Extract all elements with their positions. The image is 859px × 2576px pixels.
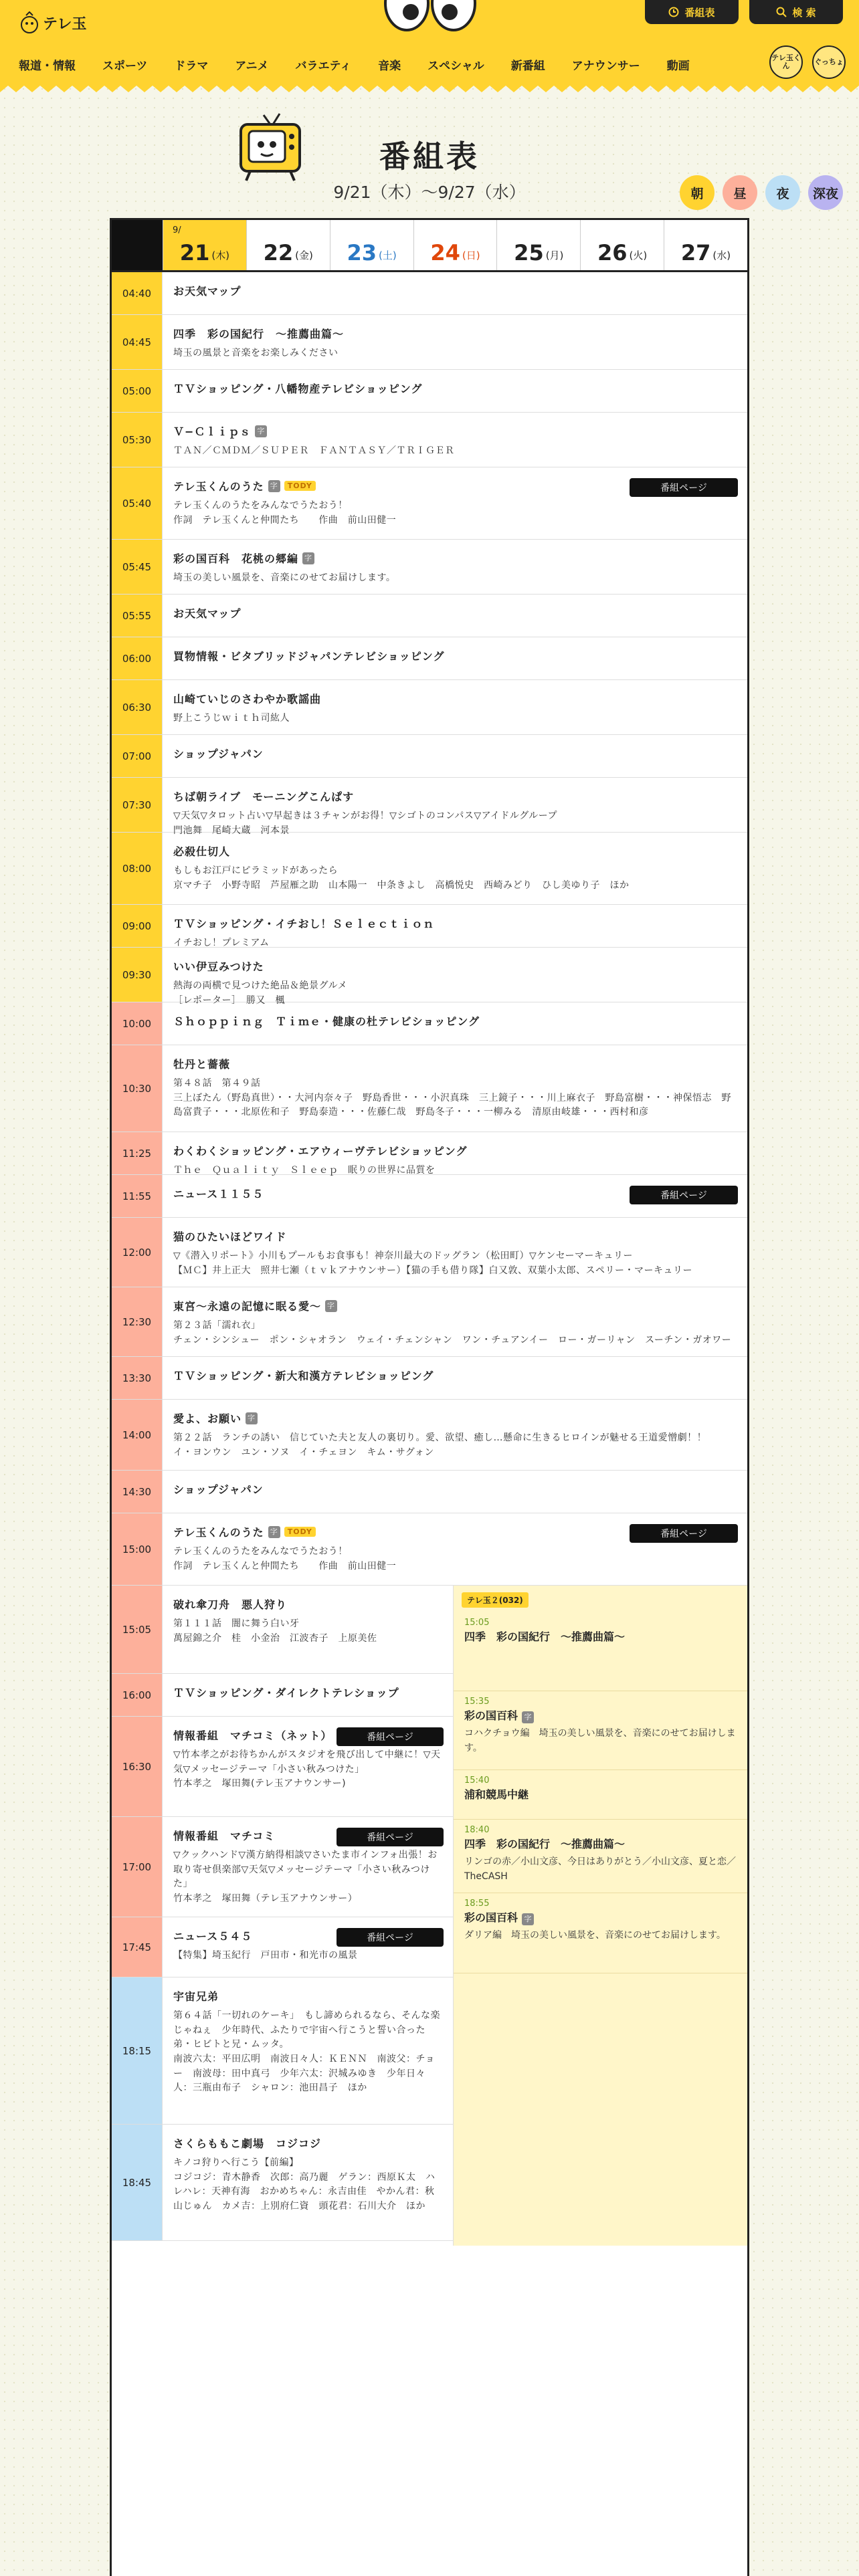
program-title[interactable]	[173, 1056, 735, 1071]
nav-item-special[interactable]: スペシャル	[427, 60, 484, 73]
teletama2-program-title-text: 彩の国百科	[464, 1911, 518, 1924]
header-zigzag-edge	[0, 80, 859, 94]
program-time: 07:00	[112, 735, 163, 777]
nav-item-drama[interactable]: ドラマ	[174, 60, 209, 73]
program-cell[interactable]	[163, 637, 747, 679]
program-time: 11:25	[112, 1132, 163, 1174]
program-row	[112, 1471, 747, 1513]
program-time: 15:05	[112, 1586, 163, 1673]
program-description: 野上こうじｗｉｔｈ司紘人	[173, 713, 290, 724]
program-cell[interactable]	[163, 595, 747, 637]
program-title-text: 彩の国百科 花桃の郷編	[173, 552, 299, 565]
search-button-label: 検 索	[792, 6, 816, 19]
program-time: 08:00	[112, 833, 163, 904]
program-description: 第２３話「濡れ衣」	[173, 1320, 261, 1331]
subtitle-badge-icon: 字	[246, 1412, 258, 1424]
program-row	[112, 1357, 747, 1400]
clock-icon	[668, 7, 679, 17]
program-cell[interactable]	[163, 1045, 747, 1132]
nav-item-sports[interactable]: スポーツ	[102, 60, 148, 73]
program-cell[interactable]	[163, 2125, 453, 2240]
slot-button-0[interactable]: 朝	[680, 175, 714, 210]
tody-badge: TODY	[284, 481, 316, 491]
day-tab-month: 9/	[173, 225, 181, 235]
program-cell[interactable]	[163, 1287, 747, 1356]
program-description: ▽竹本孝之がお待ちかんがスタジオを飛び出して中継に！▽天気▽メッセージテーマ「小さい秋みつけた」	[173, 1749, 441, 1775]
subtitle-badge-icon: 字	[522, 1913, 534, 1925]
teletama-mascot-icon	[20, 11, 39, 34]
program-title-text: いい伊豆みつけた	[173, 960, 264, 973]
program-cast: イ・ヨンウン ユン・ソヌ イ・チェヨン キム・サグォン	[173, 1446, 434, 1458]
teletama2-program-title-text: 彩の国百科	[464, 1709, 518, 1722]
program-time: 06:30	[112, 680, 163, 734]
tab-corner	[112, 220, 163, 270]
program-title-text: ショップジャパン	[173, 1483, 264, 1496]
program-cell[interactable]	[163, 467, 747, 539]
teletama2-program[interactable]	[454, 1893, 747, 1973]
program-title-text: 猫のひたいほどワイド	[173, 1230, 287, 1243]
program-row	[112, 1817, 453, 1917]
program-cast: 竹本孝之 塚田舞（テレ玉アナウンサー）	[173, 1893, 358, 1905]
program-row	[112, 1045, 747, 1132]
date-range: 9/21（木）〜9/27（水）	[333, 183, 526, 202]
day-tab-weekday: (水)	[712, 249, 731, 261]
program-title-text: テレ玉くんのうた	[173, 1526, 264, 1539]
program-title-text: 情報番組 マチコミ（ネット）	[173, 1729, 332, 1742]
program-time: 09:30	[112, 948, 163, 1002]
day-tab-day: 21	[179, 240, 210, 265]
program-row	[112, 1002, 747, 1045]
program-cell[interactable]	[163, 272, 747, 314]
subtitle-badge-icon: 字	[522, 1711, 534, 1723]
program-title-text: 愛よ、お願い	[173, 1412, 242, 1425]
program-title[interactable]	[173, 843, 735, 859]
program-description: 埼玉の美しい風景を、音楽にのせてお届けします。	[173, 572, 396, 583]
teletama2-program[interactable]	[454, 1691, 747, 1770]
program-title-text: 宇宙兄弟	[173, 1990, 219, 2003]
program-cast: 門池舞 尾崎大蔵 河本景	[173, 825, 290, 836]
main-channel-column	[112, 1586, 454, 2246]
nav-item-music[interactable]: 音楽	[378, 60, 401, 73]
program-title-text: 東宮〜永遠の記憶に眠る愛〜	[173, 1300, 322, 1313]
program-description: ▽《潜入リポート》小川もプールもお食事も！神奈川最大のドッグラン（松田町）▽ケンセーマーキュリー	[173, 1251, 634, 1261]
program-row	[112, 1132, 747, 1175]
program-page-button[interactable]: 番組ページ	[337, 1828, 444, 1846]
program-cell[interactable]	[163, 1471, 747, 1513]
teletama2-program-title[interactable]	[464, 1708, 737, 1724]
program-description: イチおし！プレミアム	[173, 938, 270, 948]
program-time: 16:30	[112, 1717, 163, 1816]
program-cast: 三上ぼたん（野島真世）・・大河内奈々子 野島香世・・・小沢真珠 三上鏡子・・・川上麻衣子 野島富樹・・・神保悟志 野島富貴子・・・北原佐和子 野島泰造・・・佐藤仁哉 野島冬子・・・一柳みる 清原由岐雄・・・西村和彦	[173, 1092, 731, 1118]
nav-item-anime[interactable]: アニメ	[235, 60, 269, 73]
program-title[interactable]	[173, 691, 735, 706]
program-time: 16:00	[112, 1674, 163, 1716]
program-cast: コジコジ：青木静香 次郎：高乃麗 ゲラン：西原Ｋ太 ハレハレ：天神有海 おかめちゃん：永吉由佳 やかん君：秋山じゅん カメ吉：上別府仁資 頭花君：石川大介 ほか	[173, 2171, 436, 2212]
site-header	[0, 0, 859, 100]
teletama2-program-time: 18:55	[464, 1899, 490, 1909]
program-time: 09:00	[112, 905, 163, 947]
teletama2-program-title-text: 四季 彩の国紀行 〜推薦曲篇〜	[464, 1630, 626, 1643]
program-description: 【特集】埼玉紀行 戸田市・和光市の風景	[173, 1950, 358, 1961]
teletama2-program-title[interactable]	[464, 1836, 737, 1852]
program-row	[112, 595, 747, 637]
time-slot-buttons	[680, 175, 843, 210]
subtitle-badge-icon: 字	[255, 425, 267, 437]
program-time: 18:15	[112, 1977, 163, 2124]
program-title-text: 必殺仕切人	[173, 845, 231, 858]
program-title[interactable]	[173, 1298, 735, 1313]
program-row	[112, 948, 747, 1006]
program-title[interactable]	[173, 1368, 735, 1383]
program-title-text: ニュース５４５	[173, 1930, 253, 1943]
day-tab-26[interactable]	[580, 220, 664, 270]
program-page-button[interactable]: 番組ページ	[337, 1928, 444, 1947]
program-cell[interactable]	[163, 1357, 747, 1399]
teletama2-program[interactable]	[454, 1612, 747, 1691]
teletama2-program-time: 15:35	[464, 1697, 490, 1707]
nav-item-announcers[interactable]: アナウンサー	[571, 60, 640, 73]
teletama2-program-description: リンゴの赤／小山文彦、今日はありがとう／小山文彦、夏と恋／TheCASH	[464, 1856, 736, 1882]
program-title[interactable]	[173, 2135, 441, 2151]
subtitle-badge-icon: 字	[268, 480, 280, 492]
program-page-button[interactable]: 番組ページ	[630, 1524, 738, 1543]
day-tab-weekday: (月)	[545, 249, 564, 261]
teletama2-badge: テレ玉２(032)	[462, 1592, 529, 1608]
program-time: 04:45	[112, 315, 163, 369]
subtitle-badge-icon: 字	[268, 1526, 280, 1538]
program-time: 06:00	[112, 637, 163, 679]
program-title[interactable]	[173, 958, 735, 974]
program-title[interactable]	[173, 916, 735, 931]
teletama2-program-title[interactable]	[464, 1910, 737, 1926]
day-tab-24[interactable]	[413, 220, 497, 270]
program-description: キノコ狩りへ行こう【前編】	[173, 2157, 299, 2168]
program-title-text: Ｓｈｏｐｐｉｎｇ Ｔｉｍｅ・健康の杜テレビショッピング	[173, 1015, 480, 1028]
program-title[interactable]	[173, 423, 735, 439]
program-cell[interactable]	[163, 833, 747, 904]
program-row	[112, 1287, 747, 1357]
program-title-text: ＴＶショッピング・ダイレクトテレショップ	[173, 1687, 399, 1699]
program-title-text: 買物情報・ビタブリッドジャパンテレビショッピング	[173, 650, 445, 663]
teletama2-program-description: コハクチョウ編 埼玉の美しい風景を、音楽にのせてお届けします。	[464, 1728, 736, 1753]
program-title[interactable]	[173, 1228, 735, 1244]
program-description: テレ玉くんのうたをみんなでうたおう！	[173, 1546, 348, 1557]
program-description: 第４８話 第４９話	[173, 1078, 261, 1089]
program-cell[interactable]	[163, 540, 747, 594]
schedule-button-label: 番組表	[684, 6, 715, 19]
program-cell[interactable]	[163, 1586, 453, 1673]
schedule-button[interactable]	[645, 0, 739, 24]
program-cast: 京マチ子 小野寺昭 芦屋雁之助 山本陽一 中条きよし 高橋悦史 西崎みどり ひし美ゆり子 ほか	[173, 879, 630, 891]
program-cell[interactable]	[163, 1002, 747, 1045]
program-row	[112, 272, 747, 315]
nav-character-badges	[769, 45, 846, 79]
program-title[interactable]	[173, 605, 735, 621]
program-description: Ｔｈｅ Ｑｕａｌｉｔｙ Ｓｌｅｅｐ 眠りの世界に品質を	[173, 1165, 436, 1176]
teletama2-program-title-text: 四季 彩の国紀行 〜推薦曲篇〜	[464, 1838, 626, 1850]
program-row	[112, 833, 747, 905]
program-title-text: Ｖ−Ｃｌｉｐｓ	[173, 425, 252, 438]
program-time: 07:30	[112, 778, 163, 832]
teletama2-program[interactable]	[454, 1820, 747, 1893]
day-tab-27[interactable]	[664, 220, 747, 270]
program-row	[112, 1175, 747, 1218]
teletama2-program-title[interactable]	[464, 1629, 737, 1645]
program-row	[112, 315, 747, 370]
program-cast: 南波六太：平田広明 南波日々人：ＫＥＮＮ 南波父：チョー 南波母：田中真弓 少年六太：沢城みゆき 少年日々人：三瓶由布子 シャロン：池田昌子 ほか	[173, 2054, 436, 2094]
global-nav	[19, 56, 717, 73]
program-row	[112, 905, 747, 948]
program-cell[interactable]	[163, 1218, 747, 1287]
program-title-text: 四季 彩の国紀行 〜推薦曲篇〜	[173, 328, 345, 340]
program-row	[112, 680, 747, 735]
program-cell[interactable]	[163, 370, 747, 412]
subtitle-badge-icon: 字	[302, 552, 314, 564]
program-cell[interactable]	[163, 1917, 453, 1977]
logo-text: テレ玉	[43, 15, 87, 33]
program-time: 05:55	[112, 595, 163, 637]
program-row	[112, 735, 747, 778]
program-time: 05:30	[112, 413, 163, 467]
program-time: 14:00	[112, 1400, 163, 1470]
program-time: 04:40	[112, 272, 163, 314]
day-tab-weekday: (木)	[211, 249, 230, 261]
program-title-text: わくわくショッピング・エアウィーヴテレビショッピング	[173, 1145, 468, 1158]
program-time: 17:00	[112, 1817, 163, 1917]
program-time: 10:00	[112, 1002, 163, 1045]
nav-item-video[interactable]: 動画	[666, 60, 690, 73]
program-cell[interactable]	[163, 1977, 453, 2124]
program-cell[interactable]	[163, 1132, 747, 1174]
program-cell[interactable]	[163, 778, 747, 836]
program-time: 12:30	[112, 1287, 163, 1356]
program-title[interactable]	[173, 1481, 735, 1497]
day-tab-weekday: (金)	[295, 249, 313, 261]
program-cell[interactable]	[163, 1717, 453, 1816]
teletama2-program-time: 18:40	[464, 1825, 490, 1835]
day-tab-day: 25	[514, 240, 544, 265]
program-cast: 作詞 テレ玉くんと仲間たち 作曲 前山田健一	[173, 1560, 397, 1572]
guccho-badge[interactable]: ぐっちょ	[812, 45, 846, 79]
program-title[interactable]	[173, 550, 735, 566]
program-title-text: テレ玉くんのうた	[173, 480, 264, 493]
program-cell[interactable]	[163, 315, 747, 369]
program-title-text: ニュース１１５５	[173, 1188, 264, 1200]
day-tab-day: 27	[680, 240, 711, 265]
program-row	[112, 413, 747, 467]
program-cast: 【ＭＣ】井上正大 照井七瀬（ｔｖｋアナウンサー）【猫の手も借り隊】白又敦、双葉小太郎、スペリー・マーキュリー	[173, 1265, 692, 1276]
page-title: 番組表	[379, 138, 480, 175]
program-cast: 作詞 テレ玉くんと仲間たち 作曲 前山田健一	[173, 514, 397, 526]
day-tabs	[112, 220, 747, 272]
teletama2-program-time: 15:05	[464, 1618, 490, 1628]
program-description: 第１１１話 闇に舞う白い牙	[173, 1618, 300, 1629]
header-top-buttons	[645, 0, 843, 24]
day-tab-weekday: (火)	[629, 249, 648, 261]
program-description: テレ玉くんのうたをみんなでうたおう！	[173, 500, 348, 511]
program-title[interactable]	[173, 1988, 441, 2004]
program-title[interactable]	[173, 1410, 735, 1426]
program-title-text: 牡丹と薔薇	[173, 1058, 231, 1071]
program-row	[112, 1717, 453, 1817]
day-tab-day: 23	[347, 240, 377, 265]
program-title-text: お天気マップ	[173, 285, 242, 298]
program-row	[112, 370, 747, 413]
program-page-button[interactable]: 番組ページ	[630, 1186, 738, 1204]
program-time: 05:45	[112, 540, 163, 594]
program-description: 第６４話「一切れのケーキ」 もし諦められるなら、そんな楽じゃねぇ 少年時代、ふたりで宇宙へ行こうと誓い合った弟・ヒビトと兄・ムッタ。	[173, 2010, 440, 2050]
slot-button-1[interactable]: 昼	[723, 175, 757, 210]
program-time: 15:00	[112, 1513, 163, 1585]
program-rows	[112, 272, 747, 2246]
teletama2-program-title-text: 浦和競馬中継	[464, 1788, 529, 1801]
program-cell[interactable]	[163, 1817, 453, 1917]
program-cast: ［レポーター］ 勝又 楓	[173, 994, 285, 1006]
program-title[interactable]	[173, 326, 735, 341]
program-title[interactable]	[173, 1013, 735, 1029]
day-tab-25[interactable]	[496, 220, 580, 270]
program-title-text: 山崎ていじのさわやか歌謡曲	[173, 693, 322, 706]
nav-item-new-programs[interactable]: 新番組	[510, 60, 545, 73]
program-title[interactable]	[173, 1596, 441, 1612]
nav-item-news[interactable]: 報道・情報	[19, 60, 76, 73]
nav-item-variety[interactable]: バラエティ	[295, 60, 352, 73]
program-time: 13:30	[112, 1357, 163, 1399]
program-cell[interactable]	[163, 1400, 747, 1470]
teletama2-program-title[interactable]	[464, 1787, 737, 1803]
program-row	[112, 1400, 747, 1471]
program-time: 11:55	[112, 1175, 163, 1217]
day-tab-22[interactable]	[246, 220, 330, 270]
program-row	[112, 637, 747, 680]
program-title[interactable]	[173, 1685, 441, 1700]
program-title-text: ＴＶショッピング・イチおし！Ｓｅｌｅｃｔｉｏｎ	[173, 918, 435, 930]
mascot-eyes-illustration	[380, 0, 480, 33]
program-time: 12:00	[112, 1218, 163, 1287]
subtitle-badge-icon: 字	[325, 1300, 337, 1312]
program-cast: 竹本孝之 塚田舞(テレ玉アナウンサー)	[173, 1778, 347, 1790]
program-cast: 萬屋錦之介 桂 小金治 江波杏子 上原美佐	[173, 1632, 377, 1644]
program-row	[112, 467, 747, 540]
program-title-text: お天気マップ	[173, 607, 242, 620]
program-row	[112, 778, 747, 836]
program-row	[112, 2125, 453, 2241]
program-title-text: ＴＶショッピング・新大和漢方テレビショッピング	[173, 1370, 434, 1382]
day-tab-day: 22	[263, 240, 294, 265]
search-button[interactable]	[749, 0, 843, 24]
slot-button-2[interactable]: 夜	[765, 175, 800, 210]
program-title-text: 情報番組 マチコミ	[173, 1830, 276, 1842]
program-title[interactable]	[173, 283, 735, 298]
program-time: 17:45	[112, 1917, 163, 1977]
program-title[interactable]	[173, 1143, 735, 1158]
program-title-text: ＴＶショッピング・八幡物産テレビショッピング	[173, 383, 423, 395]
program-row	[112, 540, 747, 595]
program-title-text: ショップジャパン	[173, 748, 264, 760]
program-time: 18:45	[112, 2125, 163, 2240]
program-title[interactable]	[173, 381, 735, 396]
program-row	[112, 1513, 747, 1586]
program-row	[112, 1218, 747, 1287]
day-tab-weekday: (日)	[462, 249, 480, 261]
program-page-button[interactable]: 番組ページ	[337, 1727, 444, 1746]
day-tab-day: 24	[430, 240, 460, 265]
program-cell[interactable]	[163, 413, 747, 467]
program-description: もしもお江戸にピラミッドがあったら	[173, 865, 339, 876]
program-description: 熱海の両横で見つけた絶品＆絶景グルメ	[173, 980, 348, 991]
program-description: ＴＡＮ／ＣＭＤＭ／ＳＵＰＥＲ ＦＡＮＴＡＳＹ／ＴＲＩＧＥＲ	[173, 445, 455, 456]
program-time: 05:40	[112, 467, 163, 539]
slot-button-3[interactable]: 深夜	[808, 175, 843, 210]
program-description: ▽クックハンド▽漢方納得相談▽さいたま市インフォ出張！お取り寄せ倶楽部▽天気▽メッセージテーマ「小さい秋みつけた」	[173, 1850, 438, 1890]
program-cell[interactable]	[163, 1674, 453, 1716]
teletama2-program-time: 15:40	[464, 1776, 490, 1786]
site-logo[interactable]	[20, 9, 87, 36]
day-tab-23[interactable]	[330, 220, 413, 270]
program-title-text: 破れ傘刀舟 悪人狩り	[173, 1598, 288, 1611]
program-cell[interactable]	[163, 905, 747, 947]
program-cell[interactable]	[163, 1513, 747, 1585]
program-description: ▽天気▽タロット占い▽早起きは３チャンがお得！▽シゴトのコンパス▽アイドルグループ	[173, 811, 557, 821]
program-page-button[interactable]: 番組ページ	[630, 478, 738, 497]
program-description: 埼玉の風景と音楽をお楽しみください	[173, 348, 339, 358]
teletama-kun-badge[interactable]: テレ玉くん	[769, 45, 803, 79]
program-cell[interactable]	[163, 948, 747, 1006]
program-title[interactable]	[173, 746, 735, 761]
program-cell[interactable]	[163, 735, 747, 777]
program-time: 05:00	[112, 370, 163, 412]
tody-badge: TODY	[284, 1527, 316, 1537]
day-tab-21[interactable]	[163, 220, 246, 270]
schedule-table	[110, 218, 749, 2576]
program-row	[112, 1977, 453, 2125]
program-cast: チェン・シンシュー ポン・シャオラン ウェイ・チェンシャン ワン・チュアンイー ロー・ガーリャン スーチン・ガオワー	[173, 1334, 732, 1346]
program-row	[112, 1674, 453, 1717]
teletama2-column	[454, 1586, 747, 2246]
program-description: 第２２話 ランチの誘い 信じていた夫と友人の裏切り。愛、欲望、癒し…懸命に生きるヒロインが魅せる王道愛憎劇！！	[173, 1432, 707, 1443]
search-icon	[776, 7, 787, 17]
day-tab-day: 26	[597, 240, 628, 265]
teletama2-program[interactable]	[454, 1770, 747, 1820]
teletama2-program-description: ダリア編 埼玉の美しい風景を、音楽にのせてお届けします。	[464, 1930, 726, 1941]
program-title-text: さくらももこ劇場 コジコジ	[173, 2137, 322, 2150]
program-cell[interactable]	[163, 680, 747, 734]
program-time: 14:30	[112, 1471, 163, 1513]
program-row	[112, 1586, 453, 1674]
program-row	[112, 1917, 453, 1977]
day-tab-weekday: (土)	[379, 249, 397, 261]
program-cell[interactable]	[163, 1175, 747, 1217]
program-title[interactable]	[173, 788, 735, 804]
program-title[interactable]	[173, 648, 735, 663]
split-channel-section	[112, 1586, 747, 2246]
program-time: 10:30	[112, 1045, 163, 1132]
program-title-text: ちば朝ライブ モーニングこんぱす	[173, 790, 355, 803]
